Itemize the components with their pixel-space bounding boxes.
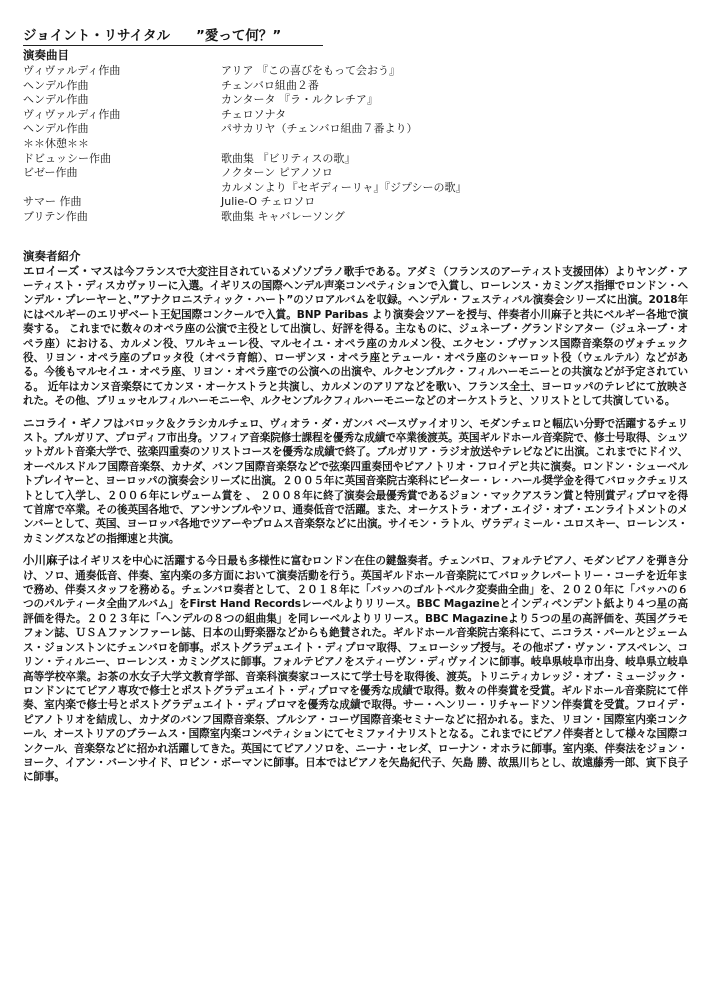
recital-title-main: ジョイント・リサイタル (23, 28, 171, 44)
bio-asako-ogawa (23, 553, 688, 785)
program-row (23, 166, 688, 181)
composer: ブリテン作曲 (23, 209, 88, 223)
performer-bio-text: は今フランスで大変注目されているメゾソプラノ歌手である。アダミ（フランスのアーティスト支援団体）よりヤング・アーティスト・ディスカヴァリーに入選。イギリスの国際ヘンデル声楽コンペティションで入賞し、ローレンス・カミングス指揮でロンドン・ヘンデル・プレーヤーと、”アナクロニスティック・ハート”のソロアルバムを収録。ヘンデル・フェスティバル演奏会シリーズに出演。2018年にはベルギーのエリザベート王妃国際コンクールで入賞。BNP Paribas より演奏会ツアーを授与、伴奏者小川麻子と共にベルギー各地で演奏する。 これまでに数々のオペラ座の公演で主役として出演し、好評を得る。主なものに、ジュネーブ・グランドシアター（ジュネーブ・オペラ座）における、カルメン役、ワルキューレ役、マルセイユ・オペラ座のカルメン役、エクセン・プヴァンス国際音楽祭のヴォチェック役、リヨン・オペラ座のプロッタ役（オペラ育館）、ローザンヌ・オペラ座とテュール・オペラ座のシャーロット役（ウェルテル）などがある。今後もマルセイユ・オペラ座、リヨン・オペラ座での公演への出演や、ルクセンブルク・フィルハーモニーとの共演などが予定されている。 近年はカンヌ音楽祭にてカンヌ・オーケストラと共演し、カルメンのアリアなどを歌い、フランス全土、ヨーロッパのテレビにて放映された。その他、ブリュッセルフィルハーモニーや、ルクセンブルクフィルハーモニーなどのオーケストラと、ソリストとして共演している。 (23, 265, 688, 408)
composer: ヴィヴァルディ作曲 (23, 107, 121, 121)
composer: ヴィヴァルディ作曲 (23, 64, 121, 77)
program-row (23, 152, 688, 167)
program-row (23, 122, 688, 137)
work: カンタータ 『ラ・ルクレチア』 (221, 93, 378, 107)
work: チェンバロ組曲２番 (221, 78, 319, 92)
recital-title (23, 28, 323, 46)
performer-name: ニコライ・ギノフ (23, 415, 114, 430)
work: 歌曲集 キャバレーソング (221, 209, 345, 223)
program-row (23, 64, 688, 79)
composer: ビゼー作曲 (23, 166, 78, 180)
composer: ヘンデル作曲 (23, 93, 89, 107)
performer-name: 小川麻子 (23, 553, 69, 568)
section-gap (23, 225, 688, 247)
composer (23, 181, 221, 196)
composer: ヘンデル作曲 (23, 122, 89, 136)
program-row (23, 195, 688, 210)
program-row (23, 108, 688, 123)
bio-eloise-mas (23, 264, 688, 409)
program-row (23, 181, 688, 196)
composer: ドビュッシー作曲 (23, 151, 111, 165)
work: カルメンより『セギディーリャ』『ジプシーの歌』 (221, 180, 467, 194)
composer: サマー 作曲 (23, 195, 82, 209)
program-list (23, 64, 688, 225)
recital-subtitle: ”愛って何？” (196, 28, 282, 44)
work (221, 137, 688, 152)
work: ノクターン ピアノソロ (221, 166, 333, 180)
work: Julie-O チェロソロ (221, 195, 316, 209)
work: パサカリヤ（チェンバロ組曲７番より） (221, 122, 418, 136)
program-row (23, 93, 688, 108)
performers-heading: 演奏者紹介 (23, 248, 81, 263)
program-row (23, 79, 688, 94)
program-sheet (23, 28, 688, 792)
composer: ヘンデル作曲 (23, 78, 89, 92)
work: アリア 『この喜びをもって会おう』 (221, 64, 401, 77)
work: チェロソナタ (221, 107, 287, 121)
program-row (23, 210, 688, 225)
program-heading: 演奏曲目 (23, 48, 69, 62)
intermission-row (23, 137, 688, 152)
performer-name: エロイーズ・マス (23, 263, 114, 278)
performer-bio-text: はバロック＆クラシカルチェロ、ヴィオラ・ダ・ガンバ ベースヴァイオリン、モダンチェロと幅広い分野で活躍するチェリスト。ブルガリア、プロディフ市出身。ソフィア音楽院修士課程を優秀な成績で卒業後渡英。英国ギルドホール音楽院で、修士号取得、シュツットガルト音楽大学で、弦楽四重奏のソリストコースを優秀な成績で終了。ブルガリア・ラジオ放送やテレビなどに出演。これまでにドイツ、オーベルスドルフ国際音楽祭、カナダ、バンフ国際音楽祭などで弦楽四重奏団やピアノトリオ・フロイデと共に演奏。ロンドン・シューベルトプレイヤーと、ヨーロッパの演奏会シリーズに出演。２００５年に英国音楽院古楽科にピーター・レ・ハール奨学金を得てバロックチェリストとして入学し、２００６年にレヴューム賞を 、 ２００８年に終了演奏会最優秀賞であるジョン・マックアスラン賞と特別賞ディプロマを得て首席で卒業。その後英国各地で、アンサンブルやソロ、通奏低音で活躍。また、オーケストラ・オブ・エイジ・オブ・エンライトメントのメンバーとして、英国、ヨーロッパ各地でツアーやプロムス音楽祭などに出演。サイモン・ラトル、ヴラディミール・ユロスキー、ローレンス・カミングスなどの指揮速と共演。 (23, 417, 689, 545)
performer-bio-text: はイギリスを中心に活躍する今日最も多様性に富むロンドン在住の鍵盤奏者。チェンバロ、フォルテピアノ、モダンピアノを弾き分け、ソロ、通奏低音、伴奏、室内楽の多方面において演奏活動を行う。英国ギルドホール音楽院にてバロックレパートリー・コーチを近年まで務め、伴奏スタッフを務める。チェンバロ奏者として、２０１８年に「バッハのゴルトベルク変奏曲全曲」を、２０２０年に「バッハの６つのパルティータ全曲アルバム」をFirst Hand Recordsレーベルよりリリース。BBC Magazineとインディペンデント紙より４つ星の高評価を得た。２０２３年に「ヘンデルの８つの組曲集」を同レーベルよりリリース。BBC Magazineより５つの星の高評価を、英国グラモフォン誌、ＵＳＡファンファーレ誌、日本の山野楽器などからも絶賛された。ギルドホール音楽院古楽科にて、ニコラス・パールとジェームス・ジョンストンにチェンバロを師事。ポストグラデュエイト・ディプロマ取得、フェローシップ授与。その他ボブ・ヴァン・アスペレン、コリン・ティルニー、ローレンス・カミングスに師事。フォルテピアノをスティーヴン・ディヴァインに師事。岐阜県岐阜市出身、岐阜県立岐阜高等学校卒業。お茶の水女子大学文教育学部、音楽科演奏家コースにて学士号を取得後、渡英。トリニティカレッジ・オブ・ミュージック・ロンドンにてピアノ専攻で修士とポストグラデュエイト・ディプロマを優秀な成績で取得。数々の伴奏賞を受賞。ギルドホール音楽院にて伴奏、室内楽で修士号とポストグラデュエイト・ディプロマを優秀な成績で取得。サー・ヘンリー・リチャードソン伴奏賞を受賞。フロイデ・ピアノトリオを結成し、カナダのバンフ国際音楽祭、ブルシア・コーヴ国際音楽セミナーなどに招かれる。また、リヨン・国際室内楽コンクール、オーストリアのブラームス・国際室内楽コンペティションにてセミファイナリストとなる。これまでにピアノ伴奏者として様々な国際コンクール、音楽祭などに招かれ活躍してきた。英国にてピアノソロを、ニーナ・セレダ、ローナン・オホラに師事。室内楽、伴奏法をジョン・ヨーク、イアン・バーンサイド、ロビン・ボーマンに師事。日本ではピアノを矢島紀代子、矢島 勝、故黒川ちとし、故遠藤秀一郎、寅下良子に師事。 (23, 555, 688, 784)
work: 歌曲集 『ビリティスの歌』 (221, 151, 356, 165)
intermission-label: ＊＊休憩＊＊ (23, 136, 89, 150)
bio-nikolay-ginov (23, 416, 688, 547)
